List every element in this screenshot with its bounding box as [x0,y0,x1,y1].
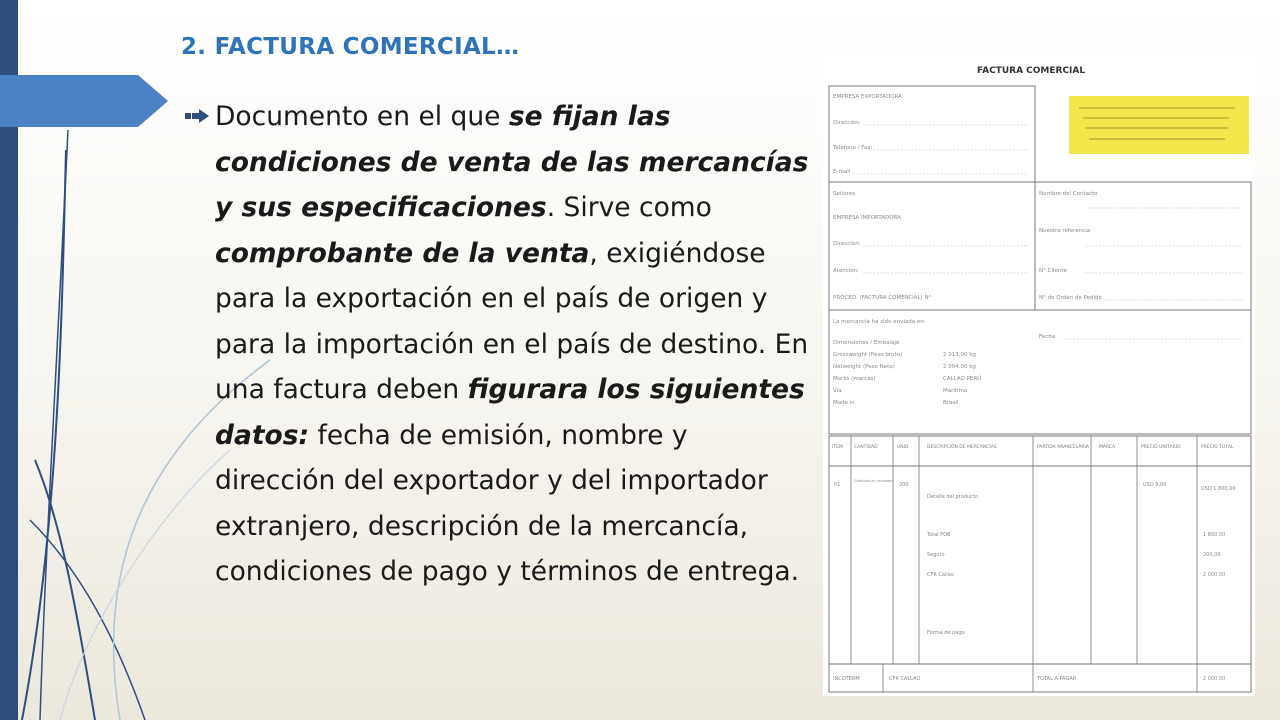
footer-cell: INCOTERM [833,676,860,682]
invoice-heading: FACTURA COMERCIAL [977,66,1086,76]
item-cell: 01 [834,482,841,488]
charge-value: 1 800,00 [1203,532,1226,538]
invoice-form-image [823,56,1255,696]
items-table [829,436,1251,664]
contact-field: Fecha [1039,334,1056,340]
exporter-field: EMPRESA EXPORTADORA [833,94,902,100]
item-cell: USD 1 800,00 [1201,486,1236,492]
shipment-label: Netweight (Peso Neto) [833,364,895,370]
table-header: MARCA [1099,445,1116,450]
contact-field: N° Cliente [1039,268,1067,274]
contact-field: Nuestra referencia [1039,228,1091,234]
charge-label: Total FOB [927,532,951,538]
table-header: CANTIDAD [854,445,878,450]
item-cell: USD 9,00 [1143,482,1167,488]
body-emphasis-3: figurara los siguientes datos: [215,374,805,451]
body-text-2: . Sirve como [546,192,712,223]
charge-value: 200,00 [1203,552,1221,558]
table-header: PRECIO TOTAL [1201,445,1234,450]
footer-cell: 2 000,00 [1203,676,1226,682]
shipment-label: Grossweight (Peso bruto) [833,352,903,358]
slide-title: 2. FACTURA COMERCIAL… [181,34,520,60]
charge-label: Seguro [927,552,945,558]
buyer-field: PROCED. (FACTURA COMERCIAL) N° [833,295,932,301]
body-emphasis-2: comprobante de la venta [215,237,590,269]
table-header: ITEM [832,445,843,450]
contact-field: Nombre del Contacto [1039,191,1098,197]
bullet-paragraph [185,94,810,595]
buyer-field: EMPRESA IMPORTADORA [833,215,901,221]
body-text-1: Documento en el que [215,101,509,132]
payment-note: Forma de pago [927,630,965,636]
shipment-box [829,310,1251,434]
table-header: PARTIDA ARANCELARIA [1037,445,1089,450]
contact-field: N° de Orden de Pedido [1039,295,1102,301]
buyer-field: Señores [833,191,856,197]
table-header: PRECIO UNITARIO [1141,445,1181,450]
highlight-note [1069,96,1249,154]
shipment-label: Vía [833,388,842,394]
shipment-intro: La mercancía ha sido enviada en: [833,319,926,325]
shipment-value: Brasil [943,400,959,406]
buyer-field: Atención: [833,268,859,274]
body-text-3: , exigiéndose para la exportación en el país de origen y para la importación en el país de destino. En una factura deben [215,237,809,405]
shipment-value: 2 013,00 kg [943,352,976,358]
charge-value: 2 000,00 [1203,572,1226,578]
shipment-rows [833,340,981,406]
body-text [215,94,810,595]
footer-cell: TOTAL A PAGAR [1037,676,1077,682]
table-header: UNID [897,445,909,450]
footer-cell: CFR CALLAO [889,676,921,682]
table-header: DESCRIPCIÓN DE MERCANCÍAS [927,445,997,450]
arrow-tab-shape [0,75,168,127]
shipment-label: Marks (marcas) [833,376,876,382]
exporter-field: E-mail [833,169,851,175]
charge-label: CFR Callao [927,572,954,578]
body-text-4: fecha de emisión, nombre y dirección del exportador y del importador extranjero, descripción de la mercancía, condiciones de pago y términos de entrega. [215,419,800,587]
shipment-value: Marítima [943,388,968,394]
contact-fields [1039,191,1102,340]
item-row [834,479,1236,500]
exporter-field: Teléfono / Fax: [833,145,873,151]
footer-cells [833,676,1225,682]
exporter-box [829,86,1035,182]
exporter-fields [832,94,902,175]
body-emphasis-1: se fijan las condiciones de venta de las mercancías y sus especificaciones [215,101,809,223]
item-cell: Cantidad en unidades [854,479,894,483]
item-cell: Detalle del producto [927,494,978,500]
bullet-arrow-icon [185,107,209,125]
item-cell: 200 [899,482,909,488]
shipment-label: Dimensiones / Embalaje [833,340,900,346]
shipment-value: 2 004,00 kg [943,364,976,370]
charges-list [926,532,1225,636]
exporter-field: Dirección: [833,120,861,126]
shipment-value: CALLAO PERÚ [943,376,982,382]
shipment-label: Made in [833,400,855,406]
buyer-field: Dirección: [833,241,861,247]
